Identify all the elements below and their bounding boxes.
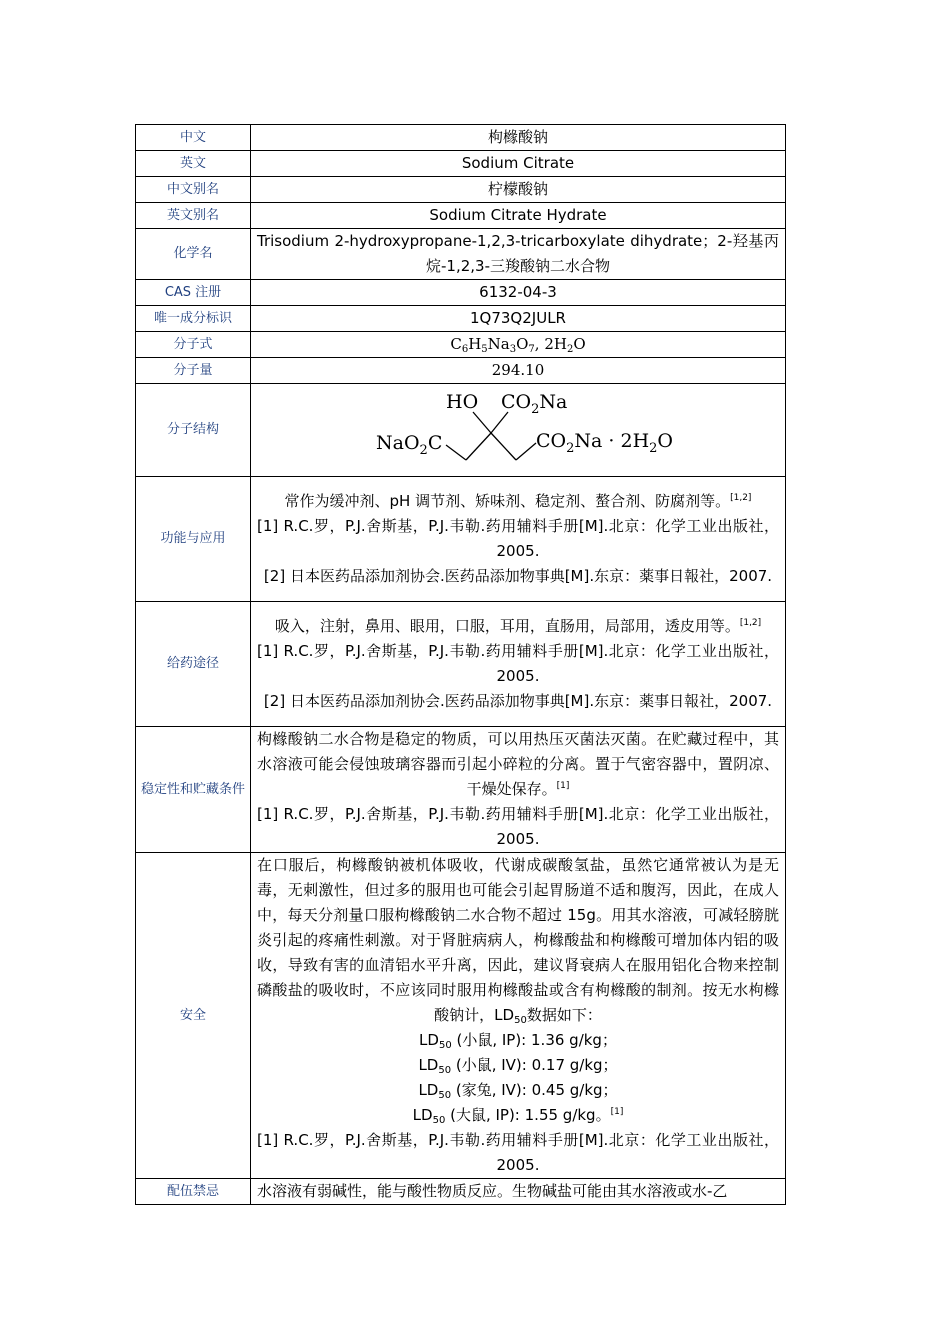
bond-left-1 xyxy=(446,445,466,460)
formula-na-count: 3 xyxy=(509,344,517,355)
safety-ld2: (小鼠, IV): 0.17 g/kg； xyxy=(451,1056,618,1074)
stability-ref1: [1] R.C.罗，P.J.舍斯基，P.J.韦勒.药用辅料手册[M].北京：化学工业出版社，2005. xyxy=(257,805,779,848)
struct-right-co: CO xyxy=(536,430,567,452)
struct-top-na: Na xyxy=(539,391,568,413)
label-unii: 唯一成分标识 xyxy=(136,306,251,332)
label-chinese-name: 中文 xyxy=(136,125,251,151)
label-function: 功能与应用 xyxy=(136,477,251,602)
label-safety: 安全 xyxy=(136,853,251,1179)
row-stability xyxy=(136,727,786,853)
value-stability xyxy=(251,727,786,853)
struct-top-sub: 2 xyxy=(531,402,540,417)
struct-bonds xyxy=(446,412,536,460)
row-structure xyxy=(136,384,786,477)
label-mw: 分子量 xyxy=(136,358,251,384)
struct-right-o: O xyxy=(657,430,673,452)
safety-ld4-line: $LD_{50}$ (大鼠, IP): 1.55 g/kg。[1] xyxy=(412,1106,624,1126)
route-cite: [1,2] xyxy=(739,618,762,628)
safety-ld3-line: $LD_{50}$ (家兔, IV): 0.45 g/kg； xyxy=(418,1081,618,1101)
row-safety xyxy=(136,853,786,1179)
label-structure: 分子结构 xyxy=(136,384,251,477)
label-english-name: 英文 xyxy=(136,151,251,177)
struct-right-sub2: 2 xyxy=(649,441,658,456)
row-formula xyxy=(136,332,786,358)
row-english-alias xyxy=(136,203,786,229)
formula-hydrate: , 2H xyxy=(534,335,567,353)
struct-left-sub: 2 xyxy=(419,443,428,458)
safety-ld1-line: $LD_{50}$ (小鼠, IP): 1.36 g/kg； xyxy=(419,1031,617,1051)
formula-h-count: 5 xyxy=(481,344,488,355)
label-cas: CAS 注册 xyxy=(136,280,251,306)
safety-ld2-line: $LD_{50}$ (小鼠, IV): 0.17 g/kg； xyxy=(418,1056,618,1076)
formula-h: H xyxy=(468,335,482,353)
safety-text-sub: 50 xyxy=(514,1015,527,1026)
value-cas: 6132-04-3 xyxy=(251,280,786,306)
value-english-alias: Sodium Citrate Hydrate xyxy=(251,203,786,229)
route-ref1: [1] R.C.罗，P.J.舍斯基，P.J.韦勒.药用辅料手册[M].北京：化学工业出版社，2005. xyxy=(257,642,779,685)
label-route: 给药途径 xyxy=(136,602,251,727)
formula-na: Na xyxy=(487,335,510,353)
row-chemical-name xyxy=(136,229,786,280)
monograph-table xyxy=(135,124,786,1205)
formula-c-count: 6 xyxy=(461,344,469,355)
formula-hydrate-count: 2 xyxy=(566,344,574,355)
bond-right-1 xyxy=(491,433,516,460)
safety-ld4: (大鼠, IP): 1.55 g/kg。 xyxy=(445,1106,611,1124)
value-incompat: 水溶液有弱碱性，能与酸性物质反应。生物碱盐可能由其水溶液或水-乙 xyxy=(251,1179,786,1205)
stability-text: 枸橼酸钠二水合物是稳定的物质，可以用热压灭菌法灭菌。在贮藏过程中，其水溶液可能会侵蚀玻璃容器而引起小碎粒的分离。置于气密容器中，置阴凉、干燥处保存。 xyxy=(257,730,779,798)
svg-text:NaO2C xyxy=(376,432,442,458)
struct-ho: HO xyxy=(446,391,479,413)
row-cas xyxy=(136,280,786,306)
label-incompat: 配伍禁忌 xyxy=(136,1179,251,1205)
safety-text: 在口服后，枸橼酸钠被机体吸收，代谢成碳酸氢盐，虽然它通常被认为是无毒，无刺激性，但过多的服用也可能会引起胃肠道不适和腹泻，因此，在成人中，每天分剂量口服枸橼酸钠二水合物不超过 15g。用其水溶液，可减轻膀胱炎引起的疼痛性刺激。对于肾脏病病人，枸橼酸盐和枸橼酸可增加体内铝的吸收，导致有害的血清铝水平升离，因此，建议肾衰病人在服用铝化合物来控制磷酸盐的吸收时，不应该同时服用枸橼酸盐或含有枸橼酸的制剂。按无水枸橼酸钠计，LD xyxy=(257,856,779,1024)
struct-top-co: CO xyxy=(501,391,532,413)
bond-left-2 xyxy=(466,433,491,460)
label-chemical-name: 化学名 xyxy=(136,229,251,280)
value-chinese-name: 枸橼酸钠 xyxy=(251,125,786,151)
safety-ld1: (小鼠, IP): 1.36 g/kg； xyxy=(451,1031,617,1049)
row-route xyxy=(136,602,786,727)
formula-o: O xyxy=(516,335,529,353)
row-function xyxy=(136,477,786,602)
label-chinese-alias: 中文别名 xyxy=(136,177,251,203)
value-route xyxy=(251,602,786,727)
formula-end: O xyxy=(573,335,586,353)
route-text: 吸入，注射，鼻用、眼用，口服，耳用，直肠用，局部用，透皮用等。 xyxy=(274,617,740,635)
value-structure xyxy=(251,384,786,477)
safety-cite: [1] xyxy=(610,1107,624,1117)
value-function xyxy=(251,477,786,602)
safety-ld3: (家兔, IV): 0.45 g/kg； xyxy=(451,1081,618,1099)
bond-ho xyxy=(473,412,491,433)
value-formula xyxy=(251,332,786,358)
value-mw: 294.10 xyxy=(251,358,786,384)
svg-text:CO2Na · 2H2O xyxy=(536,430,673,456)
function-cite: [1,2] xyxy=(730,493,752,503)
value-unii: 1Q73Q2JULR xyxy=(251,306,786,332)
formula-o-count: 7 xyxy=(528,344,535,355)
function-text: 常作为缓冲剂、pH 调节剂、矫味剂、稳定剂、螯合剂、防腐剂等。 xyxy=(284,492,731,510)
safety-ref1: [1] R.C.罗，P.J.舍斯基，P.J.韦勒.药用辅料手册[M].北京：化学工业出版社，2005. xyxy=(257,1131,779,1174)
safety-text-end: 数据如下： xyxy=(526,1006,602,1024)
formula-c: C xyxy=(450,335,462,353)
row-chinese-name xyxy=(136,125,786,151)
row-chinese-alias xyxy=(136,177,786,203)
struct-left-c: C xyxy=(427,432,443,454)
function-ref1: [1] R.C.罗，P.J.舍斯基，P.J.韦勒.药用辅料手册[M].北京：化学工业出版社，2005. xyxy=(257,517,779,560)
struct-right-sub: 2 xyxy=(566,441,575,456)
label-english-alias: 英文别名 xyxy=(136,203,251,229)
function-ref2: [2] 日本医药品添加剂协会.医药品添加物事典[M].东京：薬事日報社，2007. xyxy=(263,567,773,585)
value-english-name: Sodium Citrate xyxy=(251,151,786,177)
struct-right-na-water: Na · 2H xyxy=(574,430,650,452)
value-chemical-name: Trisodium 2-hydroxypropane-1,2,3-tricarboxylate dihydrate；2-羟基丙烷-1,2,3-三羧酸钠二水合物 xyxy=(251,229,786,280)
molecular-structure-diagram xyxy=(368,385,673,475)
value-chinese-alias: 柠檬酸钠 xyxy=(251,177,786,203)
row-unii xyxy=(136,306,786,332)
label-formula: 分子式 xyxy=(136,332,251,358)
bond-top xyxy=(491,412,508,433)
svg-text:CO2Na xyxy=(501,391,567,417)
row-english-name xyxy=(136,151,786,177)
label-stability: 稳定性和贮藏条件 xyxy=(136,727,251,853)
row-mw xyxy=(136,358,786,384)
bond-right-2 xyxy=(516,443,536,460)
route-ref2: [2] 日本医药品添加剂协会.医药品添加物事典[M].东京：薬事日報社，2007. xyxy=(263,692,773,710)
stability-cite: [1] xyxy=(556,781,570,791)
struct-left-nao: NaO xyxy=(376,432,420,454)
value-safety xyxy=(251,853,786,1179)
row-incompat xyxy=(136,1179,786,1205)
